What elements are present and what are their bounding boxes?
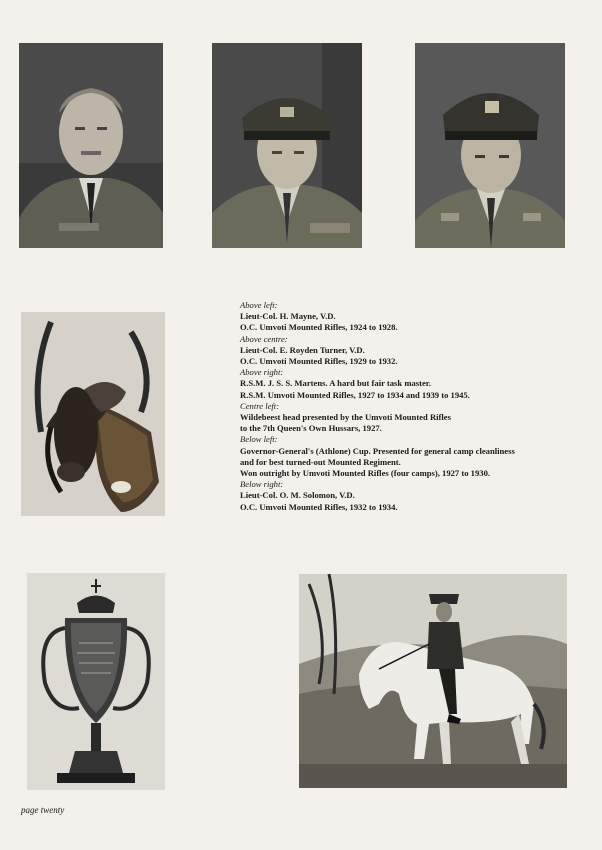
caption-centre-left — [240, 401, 590, 435]
caption-heading: Below right: — [240, 479, 284, 490]
caption-line: Lieut-Col. O. M. Solomon, V.D. — [240, 490, 355, 501]
caption-line: O.C. Umvoti Mounted Rifles, 1924 to 1928. — [240, 322, 398, 333]
caption-above-right — [240, 367, 590, 401]
caption-line: Governor-General's (Athlone) Cup. Presented for general camp cleanliness — [240, 445, 515, 456]
caption-line: Lieut-Col. H. Mayne, V.D. — [240, 311, 336, 322]
caption-heading: Above left: — [240, 300, 278, 310]
caption-heading: Below left: — [240, 434, 278, 445]
page-number: page twenty — [21, 805, 65, 815]
caption-above-left — [240, 300, 590, 334]
caption-heading: Above right: — [240, 367, 284, 378]
caption-line: and for best turned-out Mounted Regiment. — [240, 456, 401, 467]
caption-below-right — [240, 479, 590, 513]
caption-line: R.S.M. Umvoti Mounted Rifles, 1927 to 1934 and 1939 to 1945. — [240, 389, 470, 400]
photo-mayne-portrait — [19, 43, 163, 248]
caption-line: R.S.M. J. S. S. Martens. A hard but fair task master. — [240, 378, 431, 389]
photo-martens-portrait — [415, 43, 565, 248]
caption-below-left — [240, 434, 590, 479]
caption-line: Wildebeest head presented by the Umvoti Mounted Rifles — [240, 412, 451, 423]
caption-line: Won outright by Umvoti Mounted Rifles (four camps), 1927 to 1930. — [240, 468, 491, 479]
caption-above-centre — [240, 334, 590, 368]
caption-line: to the 7th Queen's Own Hussars, 1927. — [240, 423, 382, 434]
caption-line: O.C. Umvoti Mounted Rifles, 1929 to 1932. — [240, 356, 398, 367]
photo-royden-turner-portrait — [212, 43, 362, 248]
photo-solomon-on-horse — [299, 574, 567, 788]
photo-athlone-cup — [27, 573, 165, 790]
caption-line: O.C. Umvoti Mounted Rifles, 1932 to 1934. — [240, 501, 398, 512]
caption-block — [240, 300, 590, 513]
caption-heading: Centre left: — [240, 400, 280, 411]
caption-heading: Above centre: — [240, 333, 288, 344]
photo-wildebeest-head — [21, 312, 165, 516]
caption-line: Lieut-Col. E. Royden Turner, V.D. — [240, 344, 365, 355]
